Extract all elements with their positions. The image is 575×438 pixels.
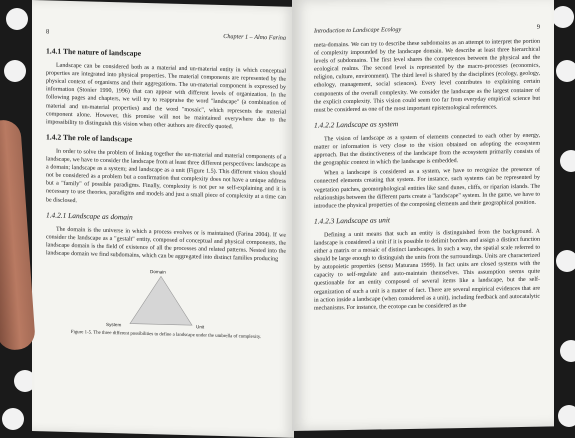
background-dot xyxy=(6,8,28,30)
label-system: System xyxy=(106,322,122,328)
left-page xyxy=(32,0,294,438)
paragraph: The domain is the universe in which a process evolves or is maintained (Farina 2004). If we consider the landscape as a "gestalt" entity, composed of conceptual and physical components, the landscape domain is the field of existence of all the processes and related patterns. Nested into the landscape domain we find subdomains, which can be aggregated into distinct families producing xyxy=(46,226,286,263)
subsection-title: 1.4.2.1 Landscape as domain xyxy=(46,209,133,222)
label-domain: Domain xyxy=(150,269,166,275)
paragraph: Defining a unit means that such an entity is distinguished from the background. A landscape is considered a unit if it is possible to delimit borders and assign a distinct function either a matrix or a mosaic of distinct landscapes. In such a way, the spatial scale referred to should be large enough to distinguish the units from the surroundings. Units are characterized by autopoietic properties (sensu Maturana 1999). In fact units are closed systems with the capacity to self-regulate and auto-maintain themselves. This assumption seems quite questionable for an entity composed of several items like a landscape, but the self-organization of such a unit is a matter of fact. There are several empirical evidences that are in action inside a landscape (when considered as a unit), including feedback and autocatalytic mechanisms. For instance, the ecotope can be considered as the xyxy=(314,228,540,312)
right-page-content xyxy=(314,38,540,315)
background-dot xyxy=(560,150,575,172)
page-number: 8 xyxy=(46,28,50,36)
subsection-title: 1.4.2.2 Landscape as system xyxy=(314,118,399,130)
section-title: 1.4.1 The nature of landscape xyxy=(46,46,142,58)
background-dot xyxy=(552,6,574,28)
figure-caption: Figure 1-5. The three different possibilities to define a landscape under the umbrella of complexity. xyxy=(70,330,262,341)
background-dot xyxy=(560,340,575,362)
paragraph: The vision of landscape as a system of elements connected to each other by energy, matter or information is very close to the vision obtained on adopting the ecosystem approach. But the distinctiveness of the landscape from the ecosystem primarily consists of the geographic context in which the landscape is embedded. xyxy=(314,132,540,167)
section-title: 1.4.2 The role of landscape xyxy=(46,132,133,144)
page-number: 9 xyxy=(536,23,540,31)
paragraph: Landscape can be considered both as a material and un-material entity in which conceptual properties are integrated into physical properties. The material components are represented by the physical context of organisms and their aggregations. The un-material component is expressed by information (Stonier 1990, 1996) that can appear with different levels of organization. In the following pages and chapters, we will try to reappraise the word "landscape" (a combination of material and un-material properties) and the word "mosaic", which represents the material component alone. However, this promise will not be maintained everywhere due to the impossibility to distinguish this vision when other authors are directly quoted. xyxy=(46,62,286,131)
running-header: Chapter 1 – Almo Farina xyxy=(223,33,286,42)
left-page-content xyxy=(46,40,286,341)
right-page xyxy=(292,0,554,431)
background-dot xyxy=(4,60,26,82)
running-header: Introduction to Landscape Ecology xyxy=(314,26,402,35)
background-dot xyxy=(556,60,575,82)
background-dot xyxy=(2,408,24,430)
figure-triangle xyxy=(46,263,286,333)
paragraph: meta-domains. We can try to describe these subdomains as an attempt to interpret the portion of complexity impounded by the landscape domain. We describe at least three hierarchical levels of subdomains. The first level shares the competences between the physical and the ecological realms. The second level is represented by the macro-processes (economics, religion, culture, environment). The third level is shared by the disciplines (ecology, geology, ethology, management, social sciences). Every level contributes to explaining certain components of the overall complexity. We consider the landscape as the largest container of the explicit complexity. This vision could seem too far from everyday empirical science but must be considered as one of the most important epistemological references. xyxy=(314,38,540,114)
label-unit: Unit xyxy=(196,324,205,330)
paragraph: In order to solve the problem of linking together the un-material and material components of a landscape, we have to consider the landscape from at least three different perspectives: landscape as a domain; landscape as a system; and landscape as a unit (Figure 1.5). This different vision should not be considered as a problem but a confirmation that complexity does not have a unique address but a "family" of possible paradigms. Finally, complexity is not per se self-explaining and it is necessary to use theories, paradigms and models and just a small piece of complexity at a time can be disclosed. xyxy=(46,148,286,204)
subsection-title: 1.4.2.3 Landscape as unit xyxy=(314,215,390,226)
background-dot xyxy=(556,250,575,272)
paragraph: When a landscape is considered as a system, we have to recognize the presence of connected elements creating that system. For instance, such systems can be represented by vegetation patches, geomorphological entities like sand dunes, cliffs, or riparian islands. The relationships between the different parts create a "landscape" system. In the game, we have to introduce the physical properties of the composing elements and their geographical position. xyxy=(314,166,540,210)
background-dot xyxy=(558,405,575,427)
